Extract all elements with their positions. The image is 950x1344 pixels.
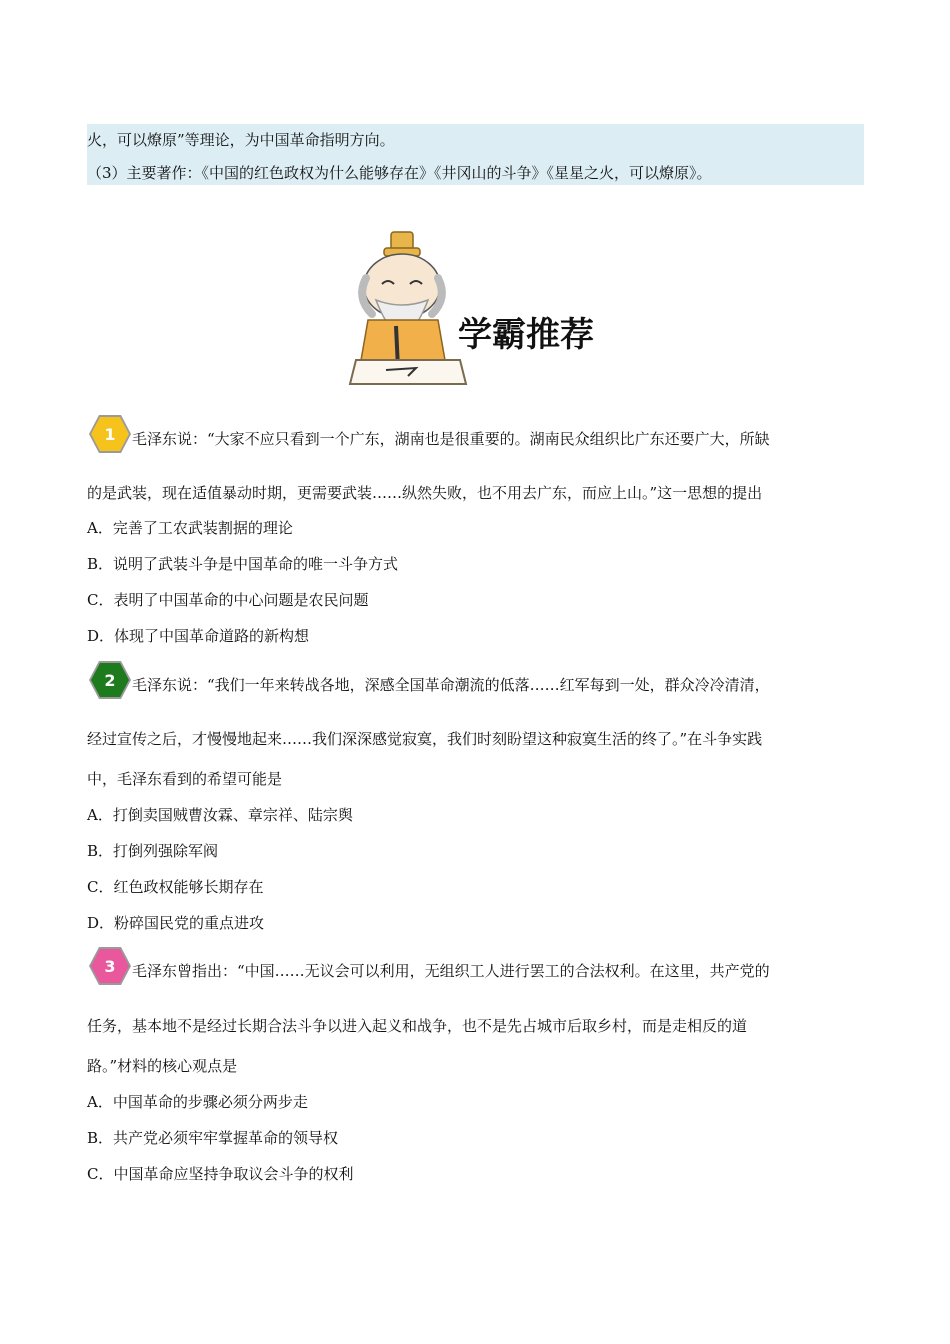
question-2-line-1: 毛泽东说：“我们一年来转战各地，深感全国革命潮流的低落……红军每到一处，群众冷冷清清，	[132, 676, 770, 694]
question-1-line-1: 毛泽东说：“大家不应只看到一个广东，湖南也是很重要的。湖南民众组织比广东还要广大，所缺	[132, 430, 770, 448]
question-1-option-d[interactable]: D．体现了中国革命道路的新构想	[87, 627, 310, 645]
intro-box	[87, 124, 864, 185]
question-2-badge-icon	[88, 660, 132, 700]
question-3-option-c[interactable]: C．中国革命应坚持争取议会斗争的权利	[87, 1165, 354, 1183]
question-3-option-b[interactable]: B．共产党必须牢牢掌握革命的领导权	[87, 1129, 339, 1147]
svg-text:1: 1	[104, 425, 116, 444]
question-2-option-a[interactable]: A．打倒卖国贼曹汝霖、章宗祥、陆宗舆	[87, 806, 353, 824]
question-3-line-2: 任务，基本地不是经过长期合法斗争以进入起义和战争，也不是先占城市后取乡村，而是走相反的道	[87, 1017, 748, 1035]
question-2-option-d[interactable]: D．粉碎国民党的重点进攻	[87, 914, 265, 932]
question-2-option-b[interactable]: B．打倒列强除军阀	[87, 842, 219, 860]
question-2-line-2: 经过宣传之后，才慢慢地起来……我们深深感觉寂寞，我们时刻盼望这种寂寞生活的终了。”在斗争实践	[87, 730, 763, 748]
banner-title: 学霸推荐	[458, 315, 594, 355]
question-2-option-c[interactable]: C．红色政权能够长期存在	[87, 878, 264, 896]
question-1-option-b[interactable]: B．说明了武装斗争是中国革命的唯一斗争方式	[87, 555, 399, 573]
question-3-badge-icon	[88, 946, 132, 986]
question-1-line-2: 的是武装，现在适值暴动时期，更需要武装……纵然失败，也不用去广东，而应上山。”这一思想的提出	[87, 484, 763, 502]
scholar-illustration-icon	[346, 228, 606, 392]
question-1-option-c[interactable]: C．表明了中国革命的中心问题是农民问题	[87, 591, 369, 609]
intro-line-2: （3）主要著作：《中国的红色政权为什么能够存在》《井冈山的斗争》《星星之火，可以燎原》。	[87, 164, 712, 182]
question-2-line-3: 中，毛泽东看到的希望可能是	[87, 770, 283, 788]
xueba-banner	[346, 228, 606, 392]
question-3-option-a[interactable]: A．中国革命的步骤必须分两步走	[87, 1093, 308, 1111]
question-1-option-a[interactable]: A．完善了工农武装割据的理论	[87, 519, 293, 537]
svg-text:3: 3	[104, 957, 116, 976]
intro-line-1: 火，可以燎原”等理论，为中国革命指明方向。	[87, 131, 395, 149]
question-3-line-1: 毛泽东曾指出：“中国……无议会可以利用，无组织工人进行罢工的合法权利。在这里，共产党的	[132, 962, 770, 980]
svg-text:2: 2	[104, 671, 116, 690]
question-1-badge-icon	[88, 414, 132, 454]
question-3-line-3: 路。”材料的核心观点是	[87, 1057, 238, 1075]
